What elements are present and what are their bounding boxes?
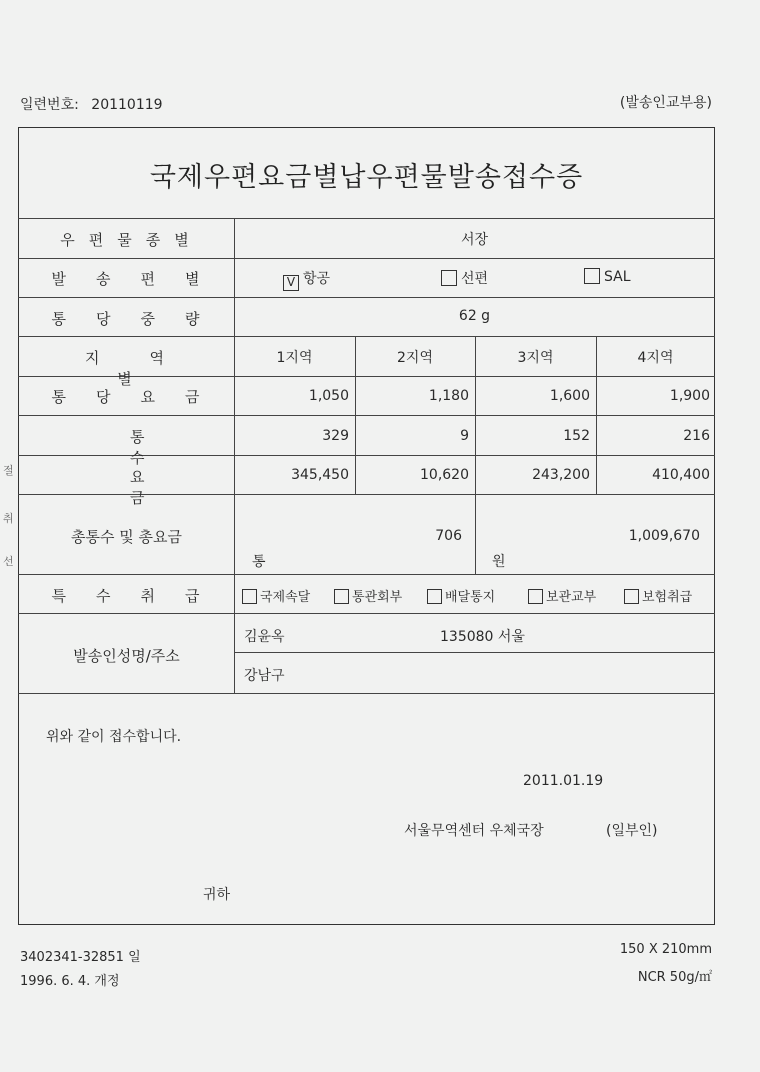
rule — [18, 574, 715, 575]
checkbox-icon[interactable] — [528, 589, 543, 604]
margin-mark-3: 선 — [3, 555, 14, 568]
special-delivery-notice[interactable]: 배달통지 — [427, 586, 495, 605]
special-customs[interactable]: 통관회부 — [334, 586, 402, 605]
paper-size: 150 X 210mm — [619, 942, 712, 957]
charge-4: 410,400 — [652, 467, 710, 483]
receipt-date: 2011.01.19 — [523, 773, 604, 789]
receipt-statement: 위와 같이 접수합니다. — [46, 729, 182, 745]
copy-type: (발송인교부용) — [619, 95, 712, 111]
rule — [18, 613, 715, 614]
sender-name: 김윤옥 — [244, 629, 285, 645]
sender-postcode-city: 135080 서울 — [440, 629, 525, 645]
send-method-sal[interactable]: SAL — [584, 268, 631, 285]
checkbox-icon[interactable] — [584, 268, 600, 284]
charge-3: 243,200 — [532, 467, 590, 483]
count-4: 216 — [683, 428, 710, 444]
serial-number-line — [20, 94, 163, 114]
margin-mark-1: 절 — [3, 464, 14, 477]
receipt-office: 서울무역센터 우체국장 — [404, 823, 544, 839]
serial-number: 20110119 — [91, 97, 163, 113]
checkbox-icon[interactable]: V — [283, 275, 299, 291]
rule — [18, 415, 715, 416]
serial-label: 일련번호: — [20, 97, 79, 113]
rule — [18, 336, 715, 337]
total-charge: 1,009,670 — [628, 528, 700, 544]
special-insurance[interactable]: 보험취급 — [624, 586, 692, 605]
unit-rate-1: 1,050 — [308, 388, 349, 404]
margin-mark-2: 취 — [3, 512, 14, 525]
rule — [18, 693, 715, 694]
count-3: 152 — [563, 428, 590, 444]
receipt-seal: (일부인) — [606, 823, 658, 839]
paper-weight: NCR 50g/㎡ — [637, 970, 712, 985]
special-express[interactable]: 국제속달 — [242, 586, 310, 605]
unit-rate-2: 1,180 — [428, 388, 469, 404]
special-holding[interactable]: 보관교부 — [528, 586, 596, 605]
unit-rate-3: 1,600 — [549, 388, 590, 404]
unit-rate-4: 1,900 — [669, 388, 710, 404]
region-3: 3지역 — [517, 350, 554, 366]
rule — [18, 258, 715, 259]
count-2: 9 — [460, 428, 469, 444]
form-title: 국제우편요금별납우편물발송접수증 — [149, 162, 584, 193]
charge-unit: 원 — [492, 554, 506, 570]
form-code: 3402341-32851 일 — [20, 950, 141, 965]
charge-1: 345,450 — [291, 467, 349, 483]
rule — [234, 652, 715, 653]
count-unit: 통 — [252, 554, 266, 570]
send-method-air[interactable]: V 항공 — [283, 268, 330, 291]
total-count: 706 — [435, 528, 462, 544]
checkbox-icon[interactable] — [624, 589, 639, 604]
sender-district: 강남구 — [244, 668, 285, 684]
checkbox-icon[interactable] — [242, 589, 257, 604]
send-method-sea[interactable]: 선편 — [441, 268, 488, 288]
revision-date: 1996. 6. 4. 개정 — [20, 974, 120, 989]
region-1: 1지역 — [276, 350, 313, 366]
checkbox-icon[interactable] — [441, 270, 457, 286]
region-4: 4지역 — [637, 350, 674, 366]
addressee-suffix: 귀하 — [203, 887, 231, 903]
charge-2: 10,620 — [420, 467, 469, 483]
weight-value: 62 g — [458, 308, 491, 324]
count-1: 329 — [322, 428, 349, 444]
rule — [18, 297, 715, 298]
label-mail-type: 우편물종별 — [60, 231, 203, 249]
region-2: 2지역 — [397, 350, 433, 366]
checkbox-icon[interactable] — [427, 589, 442, 604]
checkbox-icon[interactable] — [334, 589, 349, 604]
rule — [18, 218, 715, 219]
mail-type-value: 서장 — [460, 232, 489, 248]
